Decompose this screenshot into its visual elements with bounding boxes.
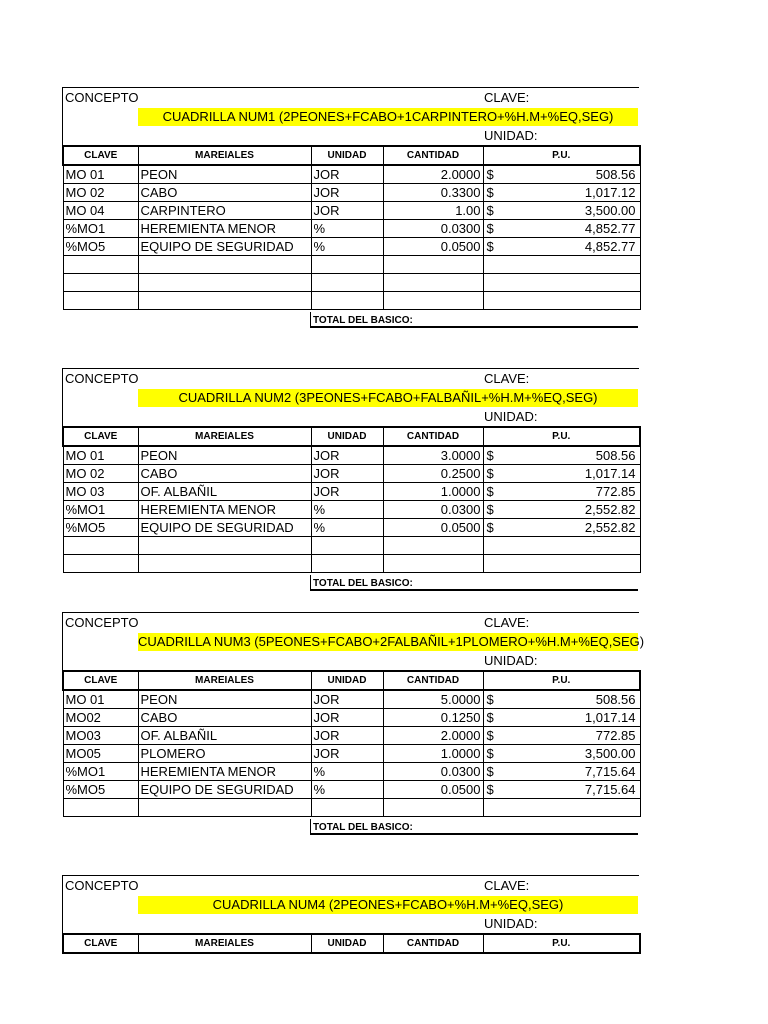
cell-clave: %MO1: [63, 220, 138, 238]
cell-clave: MO 01: [63, 690, 138, 709]
cell-pu: [483, 690, 640, 709]
table-row: [63, 184, 640, 202]
table-row: [63, 537, 640, 555]
cell-material: EQUIPO DE SEGURIDAD: [138, 519, 311, 537]
cell-material: CABO: [138, 709, 311, 727]
cell-clave: [63, 292, 138, 310]
table-row: [63, 799, 640, 817]
cell-clave: MO03: [63, 727, 138, 745]
cell-cantidad: 0.0300: [383, 501, 483, 519]
cell-pu: [483, 465, 640, 483]
cell-unidad: [311, 292, 383, 310]
cell-unidad: [311, 555, 383, 573]
currency-symbol: $: [486, 448, 494, 463]
cell-pu: [483, 483, 640, 501]
cell-cantidad: 0.0500: [383, 238, 483, 256]
cell-material: CARPINTERO: [138, 202, 311, 220]
cell-clave: MO 01: [63, 446, 138, 465]
currency-symbol: $: [486, 692, 494, 707]
cell-cantidad: [383, 555, 483, 573]
cell-pu: [483, 446, 640, 465]
table-row: [63, 709, 640, 727]
pu-amount: 508.56: [595, 692, 636, 707]
table-row: [63, 220, 640, 238]
table-row: [63, 202, 640, 220]
col-header-unidad: UNIDAD: [311, 427, 383, 446]
cell-cantidad: 0.0500: [383, 781, 483, 799]
cell-cantidad: 2.0000: [383, 165, 483, 184]
cell-pu: [483, 220, 640, 238]
pu-amount: 4,852.77: [584, 239, 636, 254]
col-header-cantidad: CANTIDAD: [383, 671, 483, 690]
cell-material: CABO: [138, 184, 311, 202]
cell-unidad: JOR: [311, 165, 383, 184]
cell-pu: [483, 202, 640, 220]
table-row: [63, 483, 640, 501]
cell-unidad: %: [311, 519, 383, 537]
table-row: [63, 256, 640, 274]
col-header-materiales: MAREIALES: [138, 934, 311, 953]
cell-material: [138, 256, 311, 274]
unidad-label: UNIDAD:: [484, 916, 538, 931]
pu-amount: 4,852.77: [584, 221, 636, 236]
clave-label: CLAVE:: [484, 878, 530, 893]
total-row: [62, 310, 639, 330]
cell-pu: [483, 256, 640, 274]
cell-material: [138, 274, 311, 292]
cell-clave: MO 02: [63, 465, 138, 483]
cell-cantidad: 0.3300: [383, 184, 483, 202]
col-header-materiales: MAREIALES: [138, 671, 311, 690]
concepto-label: CONCEPTO: [65, 615, 139, 630]
table-body: [63, 446, 640, 573]
table-row: [63, 292, 640, 310]
cell-clave: [63, 274, 138, 292]
cell-material: PEON: [138, 446, 311, 465]
cell-pu: [483, 709, 640, 727]
cell-unidad: [311, 256, 383, 274]
clave-label: CLAVE:: [484, 615, 530, 630]
cell-cantidad: 0.0500: [383, 519, 483, 537]
cell-clave: %MO5: [63, 781, 138, 799]
currency-symbol: $: [486, 764, 494, 779]
table-header-row: [63, 146, 640, 165]
cell-clave: %MO1: [63, 763, 138, 781]
col-header-clave: CLAVE: [63, 671, 138, 690]
cell-cantidad: 1.0000: [383, 483, 483, 501]
currency-symbol: $: [486, 167, 494, 182]
col-header-pu: P.U.: [483, 427, 640, 446]
cell-material: HEREMIENTA MENOR: [138, 763, 311, 781]
cell-cantidad: 0.0300: [383, 220, 483, 238]
unidad-label: UNIDAD:: [484, 128, 538, 143]
table-row: [63, 519, 640, 537]
total-label: TOTAL DEL BASICO:: [310, 312, 638, 328]
cell-material: HEREMIENTA MENOR: [138, 220, 311, 238]
pu-amount: 772.85: [595, 728, 636, 743]
cell-cantidad: [383, 256, 483, 274]
cell-cantidad: 2.0000: [383, 727, 483, 745]
cell-clave: %MO5: [63, 519, 138, 537]
cell-unidad: JOR: [311, 184, 383, 202]
currency-symbol: $: [486, 221, 494, 236]
pu-amount: 1,017.12: [584, 185, 636, 200]
pu-amount: 2,552.82: [584, 520, 636, 535]
cell-cantidad: 1.0000: [383, 745, 483, 763]
cell-material: [138, 292, 311, 310]
currency-symbol: $: [486, 728, 494, 743]
table-header-row: [63, 427, 640, 446]
cell-pu: [483, 799, 640, 817]
col-header-materiales: MAREIALES: [138, 146, 311, 165]
concepto-label: CONCEPTO: [65, 90, 139, 105]
pu-amount: 772.85: [595, 484, 636, 499]
table-row: [63, 727, 640, 745]
cell-unidad: JOR: [311, 709, 383, 727]
cell-unidad: %: [311, 781, 383, 799]
cell-unidad: JOR: [311, 446, 383, 465]
cell-clave: MO05: [63, 745, 138, 763]
cell-unidad: %: [311, 763, 383, 781]
table-row: [63, 446, 640, 465]
block-header: [62, 612, 645, 670]
table-row: [63, 690, 640, 709]
cell-pu: [483, 727, 640, 745]
col-header-unidad: UNIDAD: [311, 934, 383, 953]
cell-pu: [483, 184, 640, 202]
materials-table: [62, 426, 641, 573]
col-header-pu: P.U.: [483, 146, 640, 165]
cuadrilla-title: CUADRILLA NUM4 (2PEONES+FCABO+%H.M+%EQ,SEG): [138, 896, 638, 914]
cuadrilla-title: CUADRILLA NUM1 (2PEONES+FCABO+1CARPINTERO+%H.M+%EQ,SEG): [138, 108, 638, 126]
cell-clave: MO02: [63, 709, 138, 727]
pu-amount: 1,017.14: [584, 466, 636, 481]
total-row: [62, 817, 639, 837]
table-row: [63, 274, 640, 292]
table-row: [63, 165, 640, 184]
cell-unidad: JOR: [311, 727, 383, 745]
col-header-clave: CLAVE: [63, 427, 138, 446]
cell-material: EQUIPO DE SEGURIDAD: [138, 238, 311, 256]
cell-unidad: JOR: [311, 202, 383, 220]
cuadrilla-block-3: [62, 612, 645, 837]
cell-material: OF. ALBAÑIL: [138, 483, 311, 501]
cell-pu: [483, 781, 640, 799]
col-header-unidad: UNIDAD: [311, 671, 383, 690]
cell-unidad: [311, 799, 383, 817]
cell-material: PEON: [138, 690, 311, 709]
table-row: [63, 763, 640, 781]
cell-unidad: %: [311, 501, 383, 519]
table-body: [63, 165, 640, 310]
currency-symbol: $: [486, 782, 494, 797]
table-row: [63, 555, 640, 573]
cell-cantidad: 0.1250: [383, 709, 483, 727]
table-header-row: [63, 671, 640, 690]
pu-amount: 2,552.82: [584, 502, 636, 517]
cell-pu: [483, 745, 640, 763]
cell-cantidad: 0.0300: [383, 763, 483, 781]
cell-clave: MO 02: [63, 184, 138, 202]
materials-table: [62, 145, 641, 310]
table-row: [63, 238, 640, 256]
cell-unidad: JOR: [311, 483, 383, 501]
total-label: TOTAL DEL BASICO:: [310, 819, 638, 835]
clave-label: CLAVE:: [484, 90, 530, 105]
col-header-pu: P.U.: [483, 934, 640, 953]
cell-pu: [483, 519, 640, 537]
table-row: [63, 781, 640, 799]
currency-symbol: $: [486, 484, 494, 499]
table-header-row: [63, 934, 640, 953]
table-row: [63, 745, 640, 763]
cell-clave: [63, 537, 138, 555]
cell-pu: [483, 165, 640, 184]
currency-symbol: $: [486, 239, 494, 254]
cell-unidad: %: [311, 238, 383, 256]
unidad-label: UNIDAD:: [484, 653, 538, 668]
cell-material: EQUIPO DE SEGURIDAD: [138, 781, 311, 799]
unidad-label: UNIDAD:: [484, 409, 538, 424]
cell-pu: [483, 537, 640, 555]
cell-unidad: [311, 274, 383, 292]
total-row: [62, 573, 639, 593]
cell-clave: MO 03: [63, 483, 138, 501]
cuadrilla-block-4: [62, 875, 639, 954]
currency-symbol: $: [486, 746, 494, 761]
pu-amount: 1,017.14: [584, 710, 636, 725]
cell-pu: [483, 274, 640, 292]
cell-cantidad: [383, 292, 483, 310]
col-header-clave: CLAVE: [63, 934, 138, 953]
block-header: [62, 875, 639, 933]
cell-clave: %MO5: [63, 238, 138, 256]
cell-pu: [483, 292, 640, 310]
concepto-label: CONCEPTO: [65, 371, 139, 386]
clave-label: CLAVE:: [484, 371, 530, 386]
table-row: [63, 465, 640, 483]
cell-unidad: JOR: [311, 745, 383, 763]
total-label: TOTAL DEL BASICO:: [310, 575, 638, 591]
table-body: [63, 690, 640, 817]
cell-clave: MO 04: [63, 202, 138, 220]
pu-amount: 508.56: [595, 167, 636, 182]
cell-unidad: %: [311, 220, 383, 238]
cell-clave: MO 01: [63, 165, 138, 184]
block-header: [62, 87, 639, 145]
col-header-cantidad: CANTIDAD: [383, 934, 483, 953]
cell-material: [138, 555, 311, 573]
materials-table: [62, 670, 641, 817]
block-header: [62, 368, 639, 426]
currency-symbol: $: [486, 466, 494, 481]
pu-amount: 7,715.64: [584, 782, 636, 797]
cell-material: [138, 799, 311, 817]
cell-pu: [483, 501, 640, 519]
col-header-unidad: UNIDAD: [311, 146, 383, 165]
cell-material: PEON: [138, 165, 311, 184]
col-header-cantidad: CANTIDAD: [383, 146, 483, 165]
currency-symbol: $: [486, 710, 494, 725]
cell-cantidad: [383, 799, 483, 817]
col-header-cantidad: CANTIDAD: [383, 427, 483, 446]
currency-symbol: $: [486, 185, 494, 200]
cell-material: HEREMIENTA MENOR: [138, 501, 311, 519]
cell-material: CABO: [138, 465, 311, 483]
cell-clave: [63, 799, 138, 817]
currency-symbol: $: [486, 520, 494, 535]
table-row: [63, 501, 640, 519]
cell-clave: [63, 555, 138, 573]
cell-cantidad: 3.0000: [383, 446, 483, 465]
currency-symbol: $: [486, 502, 494, 517]
col-header-materiales: MAREIALES: [138, 427, 311, 446]
cell-material: [138, 537, 311, 555]
pu-amount: 3,500.00: [584, 746, 636, 761]
cuadrilla-title: CUADRILLA NUM2 (3PEONES+FCABO+FALBAÑIL+%H.M+%EQ,SEG): [138, 389, 638, 407]
cell-unidad: JOR: [311, 690, 383, 709]
cell-pu: [483, 555, 640, 573]
cell-pu: [483, 763, 640, 781]
cell-cantidad: 0.2500: [383, 465, 483, 483]
cell-cantidad: [383, 537, 483, 555]
pu-amount: 508.56: [595, 448, 636, 463]
cell-cantidad: 5.0000: [383, 690, 483, 709]
cell-pu: [483, 238, 640, 256]
cell-unidad: JOR: [311, 465, 383, 483]
concepto-label: CONCEPTO: [65, 878, 139, 893]
cell-cantidad: [383, 274, 483, 292]
pu-amount: 7,715.64: [584, 764, 636, 779]
cell-material: OF. ALBAÑIL: [138, 727, 311, 745]
col-header-pu: P.U.: [483, 671, 640, 690]
currency-symbol: $: [486, 203, 494, 218]
cell-cantidad: 1.00: [383, 202, 483, 220]
cuadrilla-block-2: [62, 368, 639, 593]
cuadrilla-block-1: [62, 87, 639, 330]
cell-clave: %MO1: [63, 501, 138, 519]
cuadrilla-title: CUADRILLA NUM3 (5PEONES+FCABO+2FALBAÑIL+1PLOMERO+%H.M+%EQ,SEG): [138, 634, 645, 649]
pu-amount: 3,500.00: [584, 203, 636, 218]
cell-clave: [63, 256, 138, 274]
cell-material: PLOMERO: [138, 745, 311, 763]
cell-unidad: [311, 537, 383, 555]
col-header-clave: CLAVE: [63, 146, 138, 165]
materials-table: [62, 933, 641, 954]
